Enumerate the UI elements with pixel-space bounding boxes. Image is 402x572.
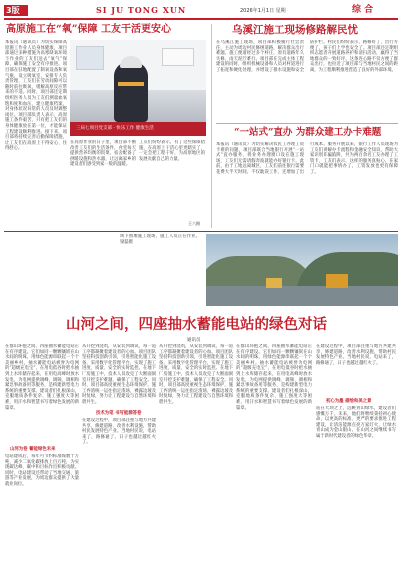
subheading-original-aspiration: 初心为墨 描绘和美之景 [326, 399, 372, 404]
article-pumped-storage-col-5b: 站在大坝之上，远眺青山绿水，建设者们感慨万千。未来，他们将继续秉持初心使命，以更高的标准、更严的要求推进工程建设，让清洁能源点亮万家灯火，让绿水青山成为金山银山，在山河之间继续书写属于新时代建设者的绿色华章。 [316, 406, 396, 439]
oxygen-photo-window [76, 46, 104, 70]
bankcard-top-rule [216, 123, 398, 124]
article-pumped-storage-col-2: 从开挖到浇筑，从安装到调试，每一道工序都凝聚着建设者的心血。项目团队坚持科技创新引领，引进智能化施工设备，采用数字化管理平台，实现了施工进度、质量、安全的实时监控。在地下厂房施工中，技术人员攻克了大断面洞室开挖支护难题，确保了工程安全。同时，项目部高度重视生态环境保护，施工弃渣统一运往指定渣场，裸露边坡及时复绿，努力让工程建设与自然环境和谐共生。 [82, 344, 156, 405]
article-road-body: 在乌溪江施工现场，项目部积极履行社会责任，主动为周边村民修缮道路，解决群众出行难题。施工便道经过多个村庄，原有道路年久失修，雨天泥泞难行。项目部在完成主体工程建设的同时，组织机械设备和人员对村道进行了拓宽和硬化处理，并增设了排水设施和安全防护栏。村民们纷纷表示，路修好了，出行方便了，孩子们上学也安全了。项目部还定期组织志愿者开展道路养护和清扫活动，赢得了当地群众的一致好评。这条连心路不仅方便了群众出行，也拉近了项目部与当地村民之间的距离，为工程顺利推进营造了良好的外部环境。 [216, 40, 398, 73]
construction-photo-machine-2 [266, 278, 282, 288]
oxygen-photo [70, 40, 206, 136]
article-pumped-storage-title: 山河之间，四座抽水蓄能电站的绿色对话 [66, 316, 327, 333]
article-oxygen-body-2: 在高原作业的日子里，项目部不断改善工友们的生活条件，食堂每天提供营养均衡的饭菜，宿舍配备了供暖设施和热水器，让远离家乡的建设者们感受到家一般的温暖。 [70, 140, 136, 168]
oxygen-photo-vest [118, 82, 144, 86]
article-bankcard-title: “一站式”直办 为群众建工办卡难题 [234, 127, 382, 138]
oxygen-photo-credit: 王六摄 [188, 221, 200, 226]
article-road-title: 乌溪江施工现场修路解民忧 [232, 24, 358, 36]
oxygen-photo-note-box [140, 164, 202, 204]
construction-photo-caption: 坝下围堰施工现场，施工人员正在作业。梁磊摄 [120, 234, 200, 245]
oxygen-photo-sign [162, 48, 194, 66]
construction-photo-water [206, 286, 398, 306]
oxygen-photo-helmet [120, 56, 142, 68]
construction-photo [206, 234, 398, 306]
article-pumped-storage-col-2b: 在建设过程中，项目部注重与地方共建共享，修建道路、改善水利设施，帮助村民发展特色产业。当地村民说，电站来了，路修通了，日子也越过越红火了。 [82, 418, 156, 446]
article-pumped-storage-col-1b: 电站建成后，每年可节约标准煤数十万吨，减少二氧化碳排放上百万吨，为实现碳达峰、碳中和目标作出积极贡献。同时，电站建设还带动了当地交通、旅游等产业发展，为周边群众提供了大量就业岗位。 [5, 454, 79, 487]
subheading-landscape: 山河为卷 蓄能绿色未来 [10, 447, 56, 452]
article-pumped-storage-col-1: 在群山环抱之间，四座抽水蓄能电站正在有序建设。它们如同一颗颗镶嵌在山水间的明珠，用绿色能源串联起一个个美丽乡村。抽水蓄能电站被誉为电网的“超级充电宝”，在用电低谷时把水抽到上水库储存起来，在用电高峰时放水发电，为电网提供调峰、调频、调相和紧急事故备用等服务，是构建新型电力系统的重要支撑。建设者们扎根深山，克服地质条件复杂、施工强度大等困难，用汗水和智慧书写着绿色发展的新篇章。 [5, 344, 79, 411]
section-divider [4, 231, 398, 232]
issue-date: 2026年1月1日 星期 [240, 8, 286, 14]
article-pumped-storage-col-5: 在建设过程中，项目部注重与地方共建共享，修建道路、改善水利设施，帮助村民发展特色产业。当地村民说，电站来了，路修通了，日子也越过越红火了。 [316, 344, 396, 366]
subheading-technology: 技术为笔 书写能源答卷 [96, 411, 142, 416]
oxygen-photo-banner-text: 三局七项目党支部 · 快乐工作 健康生活 [76, 126, 154, 131]
article-oxygen-body: 本报讯（通讯员）为切实保障高原施工作业人员身体健康，项目部通过多种措施为高寒缺氧环境下作业的工友们送去“氧气”保障，确保施工安全有序推进。项目部在驻地配置了制氧设备和氧气瓶，设立吸氧室，安排专人负责管理，工友们在劳动间隙可以随时前往吸氧，缓解高原反应带来的不适。同时，项目部还定期组织医务人员为工友们测量血氧饱和度和血压，建立健康档案，对身体状况异常的人员及时调整岗位。项目部负责人表示，高原施工条件艰苦，只有把工友们的身体健康放在第一位，才能保证工程建设顺利推进。接下来，项目部将持续完善后勤保障措施，让工友们在高原上干得安心、住得舒心。 [5, 40, 67, 152]
masthead: SI JU TONG XUN [96, 5, 187, 15]
article-pumped-storage-col-4: 在群山环抱之间，四座抽水蓄能电站正在有序建设。它们如同一颗颗镶嵌在山水间的明珠，用绿色能源串联起一个个美丽乡村。抽水蓄能电站被誉为电网的“超级充电宝”，在用电低谷时把水抽到上水库储存起来，在用电高峰时放水发电，为电网提供调峰、调频、调相和紧急事故备用等服务，是构建新型电力系统的重要支撑。建设者们扎根深山，克服地质条件复杂、施工强度大等困难，用汗水和智慧书写着绿色发展的新篇章。 [236, 344, 312, 411]
article-pumped-storage-byline: 通讯员 [187, 338, 201, 343]
header-rule [4, 18, 398, 20]
article-oxygen-title: 高原施工在“氧”保障 工友干活更安心 [6, 24, 171, 35]
article-bankcard-body: 本报讯（通讯员）为切实解决农民工办理工资卡难的问题，项目部联合当地银行开展“一站式”直办服务，将业务办理窗口设在施工现场，工友们无需请假奔波就能办好银行卡。此前，由于工地远离城区，工友们前往银行需要花费大半天时间，不仅耽误工作，还增加了出行成本。服务开展以来，银行工作人员现场为工友们讲解办卡流程和金融安全知识，帮助大家识别诈骗陷阱，共为两百余名工友办理了工资卡。工友们表示，这样的服务真贴心，在家门口就能把事情办了，工资发放也更有保障了。 [216, 142, 398, 175]
column-divider-1 [211, 24, 212, 228]
section-name: 综 合 [352, 5, 374, 15]
article-oxygen-body-3: 工友们纷纷表示，有了这些保障措施，在高原上干活心里更踏实了，一定会把工程干好，为高原地区的发展贡献自己的力量。 [139, 140, 205, 162]
article-pumped-storage-col-3: 从开挖到浇筑，从安装到调试，每一道工序都凝聚着建设者的心血。项目团队坚持科技创新引领，引进智能化施工设备，采用数字化管理平台，实现了施工进度、质量、安全的实时监控。在地下厂房施工中，技术人员攻克了大断面洞室开挖支护难题，确保了工程安全。同时，项目部高度重视生态环境保护，施工弃渣统一运往指定渣场，裸露边坡及时复绿，努力让工程建设与自然环境和谐共生。 [159, 344, 233, 405]
construction-photo-machine [326, 274, 348, 288]
page-number: 3版 [6, 6, 20, 15]
oxygen-photo-worker [114, 62, 148, 122]
